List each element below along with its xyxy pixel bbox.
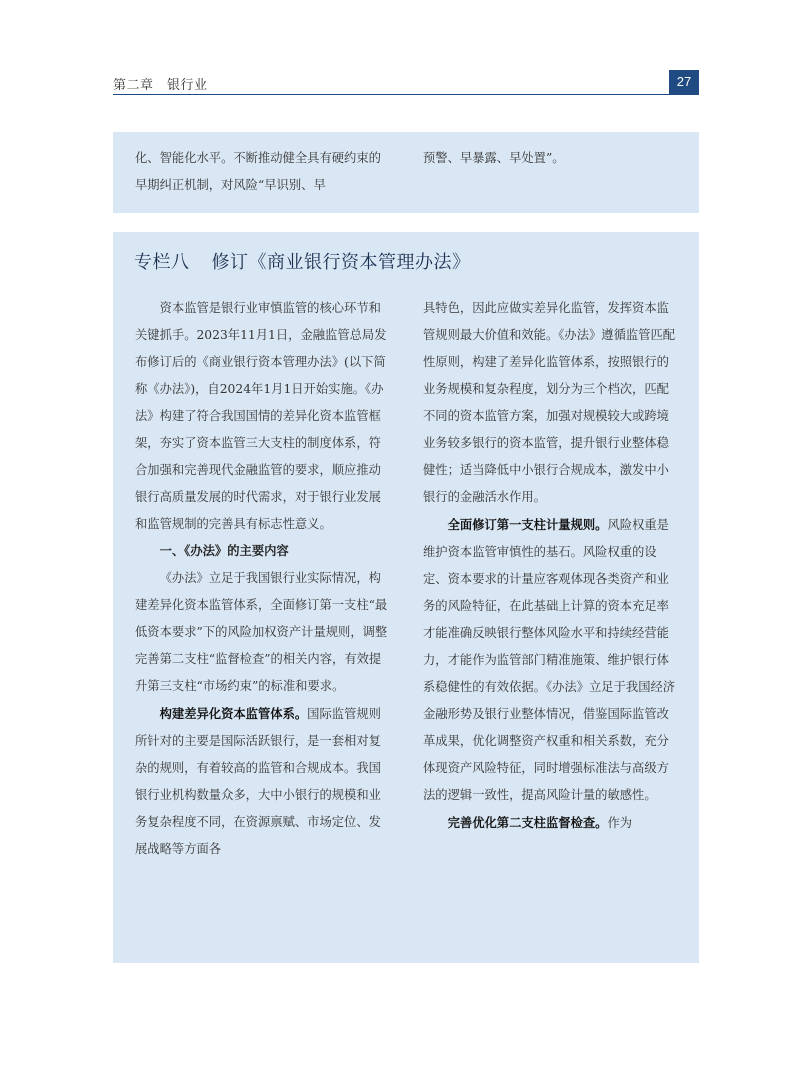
paragraph-body: 风险权重是维护资本监管审慎性的基石。风险权重的设定、资本要求的计量应客观体现各类资产和业务的风险特征，在此基础上计算的资本充足率才能准确反映银行整体风险水平和持续经营能力，才能作为监管部门精准施策、维护银行体系稳健性的有效依据。《办法》立足于我国经济金融形势及银行业整体情况，借鉴国际监管改革成果，优化调整资产权重和相关系数，充分体现资产风险特征，同时增强标准法与高级方法的逻辑一致性，提高风险计量的敏感性。 [423, 518, 676, 802]
paragraph: 具特色，因此应做实差异化监管，发挥资本监管规则最大价值和效能。《办法》遵循监管匹配性原则，构建了差异化监管体系，按照银行的业务规模和复杂程度，划分为三个档次，匹配不同的资本监管方案，加强对规模较大或跨境业务较多银行的资本监管，提升银行业整体稳健性；适当降低中小银行合规成本，激发中小银行的金融活水作用。 [423, 301, 676, 504]
continued-text-box [113, 132, 699, 213]
paragraph-lead: 全面修订第一支柱计量规则。 [447, 517, 608, 532]
paragraph: 《办法》立足于我国银行业实际情况，构建差异化资本监管体系，全面修订第一支柱“最低资本要求”下的风险加权资产计量规则，调整完善第二支柱“监督检查”的相关内容，有效提升第三支柱“市场约束”的标准和要求。 [135, 571, 388, 693]
chapter-title: 第二章 银行业 [113, 78, 208, 93]
paragraph [423, 809, 679, 837]
page-header [113, 70, 699, 96]
box1-left-paragraph: 化、智能化水平。不断推动健全具有硬约束的早期纠正机制，对风险“早识别、早 [135, 151, 381, 192]
box-title-text: 修订《商业银行资本管理办法》 [211, 252, 471, 273]
page-number: 27 [669, 70, 699, 94]
paragraph-lead: 构建差异化资本监管体系。 [159, 706, 308, 721]
paragraph-lead: 完善优化第二支柱监督检查。 [447, 815, 608, 830]
box1-right-column [423, 145, 679, 172]
paragraph [135, 700, 391, 863]
box2-right-column [423, 295, 679, 837]
section-heading: 一、《办法》的主要内容 [159, 544, 289, 558]
paragraph-body: 国际监管规则所针对的主要是国际活跃银行，是一套相对复杂的规则，有着较高的监管和合规成本。我国银行业机构数量众多，大中小银行的规模和业务复杂程度不同，在资源禀赋、市场定位、发展战略等方面各 [135, 707, 381, 856]
box1-right-paragraph: 预警、早暴露、早处置”。 [423, 151, 565, 165]
paragraph: 资本监管是银行业审慎监管的核心环节和关键抓手。2023年11月1日，金融监管总局发布修订后的《商业银行资本管理办法》(以下简称《办法》)，自2024年1月1日开始实施。《办法》构建了符合我国国情的差异化资本监管框架，夯实了资本监管三大支柱的制度体系，符合加强和完善现代金融监管的要求，顺应推动银行高质量发展的时代需求，对于银行业发展和监管规制的完善具有标志性意义。 [135, 301, 387, 531]
column-box-eight [113, 232, 699, 963]
paragraph [423, 511, 679, 809]
box1-left-column [135, 145, 391, 199]
box-title [134, 248, 471, 274]
header-rule [113, 94, 699, 95]
paragraph-body: 作为 [607, 816, 633, 830]
box2-left-column [135, 295, 391, 863]
box-title-number: 专栏八 [134, 252, 190, 273]
